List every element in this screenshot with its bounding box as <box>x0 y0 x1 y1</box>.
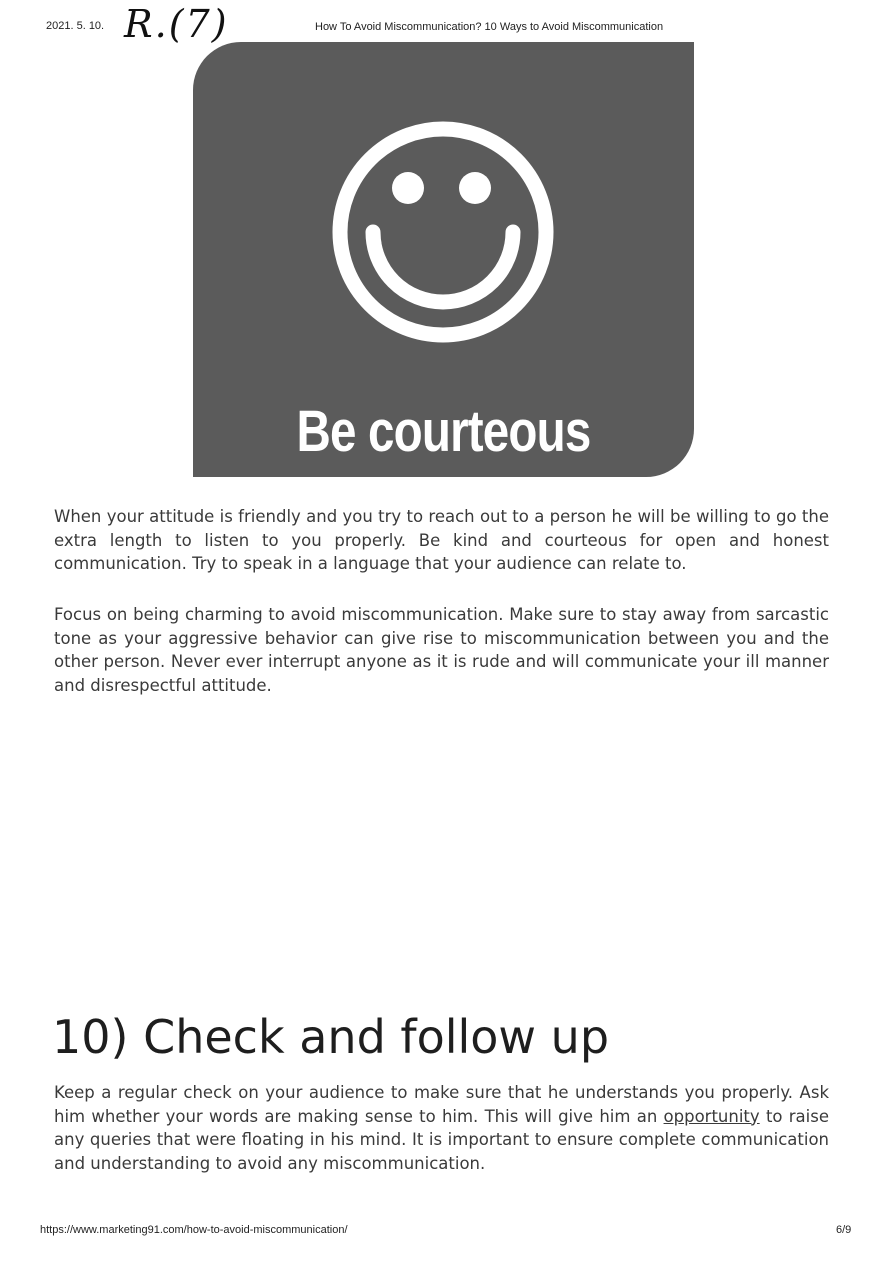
hero-image <box>193 42 694 477</box>
header-date: 2021. 5. 10. <box>46 20 105 32</box>
handwritten-mark: R.(7) <box>124 2 229 46</box>
paragraph-3 <box>54 1081 829 1175</box>
header-title: How To Avoid Miscommunication? 10 Ways to Avoid Miscommunication <box>315 21 664 33</box>
paragraph-3-text-end: to raise any queries that were floating in his mind. It is important to ensure complete communication and understanding to avoid any miscommunication. <box>54 1106 830 1173</box>
paragraph-2: Focus on being charming to avoid miscommunication. Make sure to stay away from sarcastic tone as your aggressive behavior can give rise to miscommunication between you and the other person. Never ever interrupt anyone as it is rude and will communicate your ill manner and disrespectful attitude. <box>54 605 829 695</box>
paragraph-3-text-start: Keep a regular check on your audience to make sure that he understands you properly. Ask him whether your words are making sense to him. This will give him an <box>54 1083 829 1126</box>
hero-caption: Be courteous <box>296 399 591 464</box>
opportunity-link[interactable]: opportunity <box>663 1106 760 1126</box>
page-number: 6/9 <box>836 1224 852 1236</box>
smiley-face-icon <box>193 42 694 382</box>
footer-url: https://www.marketing91.com/how-to-avoid-miscommunication/ <box>40 1224 348 1236</box>
paragraph-1: When your attitude is friendly and you try to reach out to a person he will be willing to go the extra length to listen to you properly. Be kind and courteous for open and honest communication. Try to speak in a language that your audience can relate to. <box>54 507 829 573</box>
section-heading: 10) Check and follow up <box>52 1010 610 1064</box>
